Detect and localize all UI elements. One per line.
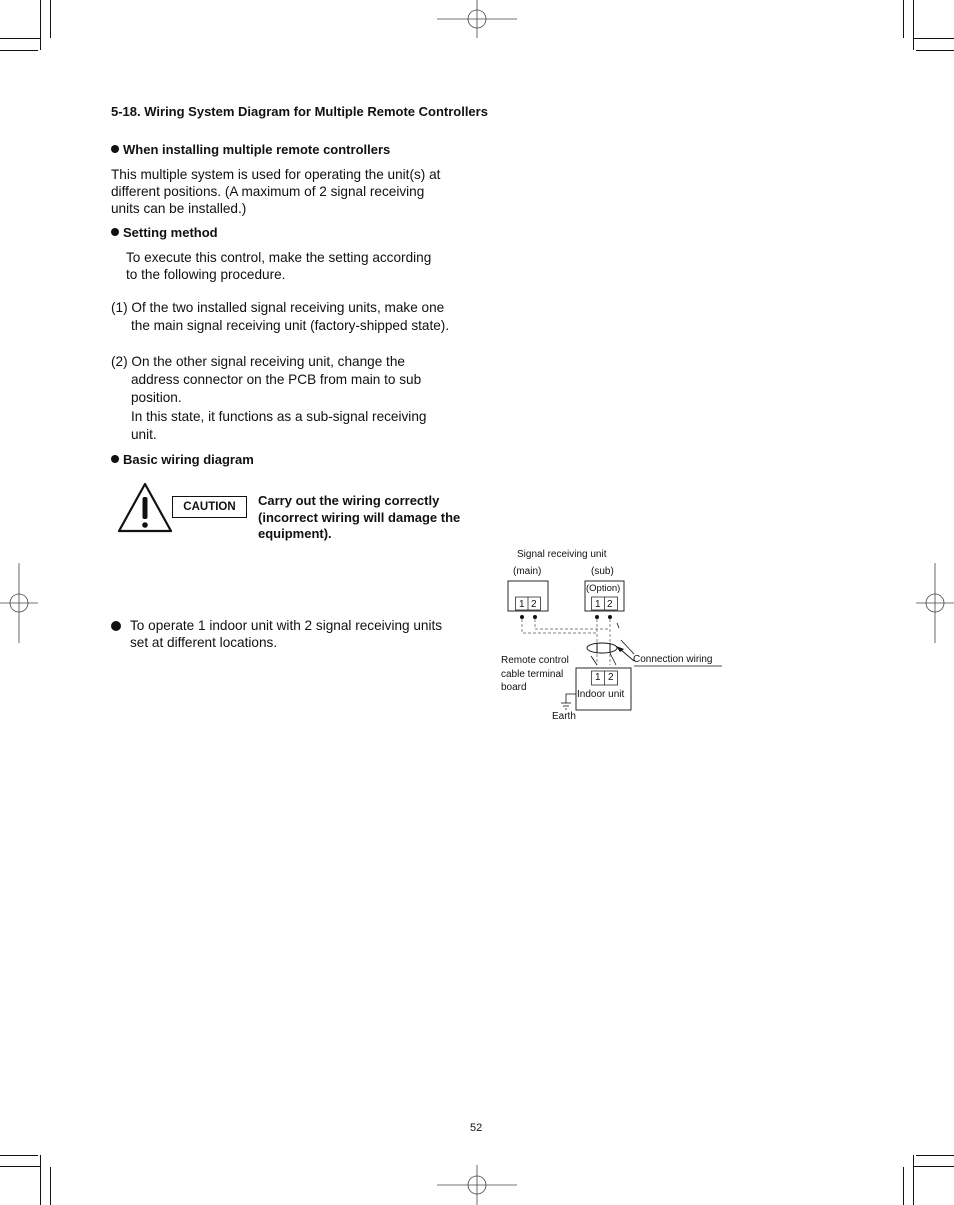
indoor-terminal-2: 2 [608,672,614,683]
operate-description: To operate 1 indoor unit with 2 signal receiving units set at different locations. [130,618,443,650]
caution-label: CAUTION [172,496,247,518]
remote-control-board-label: Remote control cable terminal board [501,655,569,693]
heading-multiple-remote: When installing multiple remote controllers [111,142,390,157]
caution-text: Carry out the wiring correctly (incorrect wiring will damage the equipment). [258,493,461,541]
sub-terminal-2: 2 [607,599,613,610]
step-2-extra: In this state, it functions as a sub-signal receiving unit. [131,409,427,442]
heading-basic-wiring: Basic wiring diagram [111,452,254,467]
setting-intro: To execute this control, make the setting according to the following procedure. [126,250,432,282]
indoor-terminal-1: 1 [595,672,601,683]
warning-triangle-icon [116,481,174,535]
main-terminal-1: 1 [519,599,525,610]
connection-wiring-label: Connection wiring [633,654,713,665]
sub-label: (sub) [591,566,614,577]
bullet-icon [111,455,119,463]
page-number: 52 [470,1122,483,1134]
option-label: (Option) [586,583,621,594]
section-title: 5-18. Wiring System Diagram for Multiple Remote Controllers [111,104,488,119]
step-1: (1) Of the two installed signal receiving units, make one the main signal receiving unit (factory-shipped state). [111,300,450,333]
bullet-icon [111,145,119,153]
multiple-description: This multiple system is used for operating the unit(s) at different positions. (A maximum of 2 signal receiving units can be installed.) [111,167,441,216]
heading-setting-method: Setting method [111,225,218,240]
bullet-icon [111,621,121,631]
step-2: (2) On the other signal receiving unit, change the address connector on the PCB from main to sub position. [111,354,422,405]
main-terminal-2: 2 [531,599,537,610]
sub-terminal-1: 1 [595,599,601,610]
main-label: (main) [513,566,542,577]
signal-receiving-unit-label: Signal receiving unit [517,549,607,560]
indoor-unit-label: Indoor unit [577,689,625,700]
earth-label: Earth [552,711,576,722]
bullet-icon [111,228,119,236]
